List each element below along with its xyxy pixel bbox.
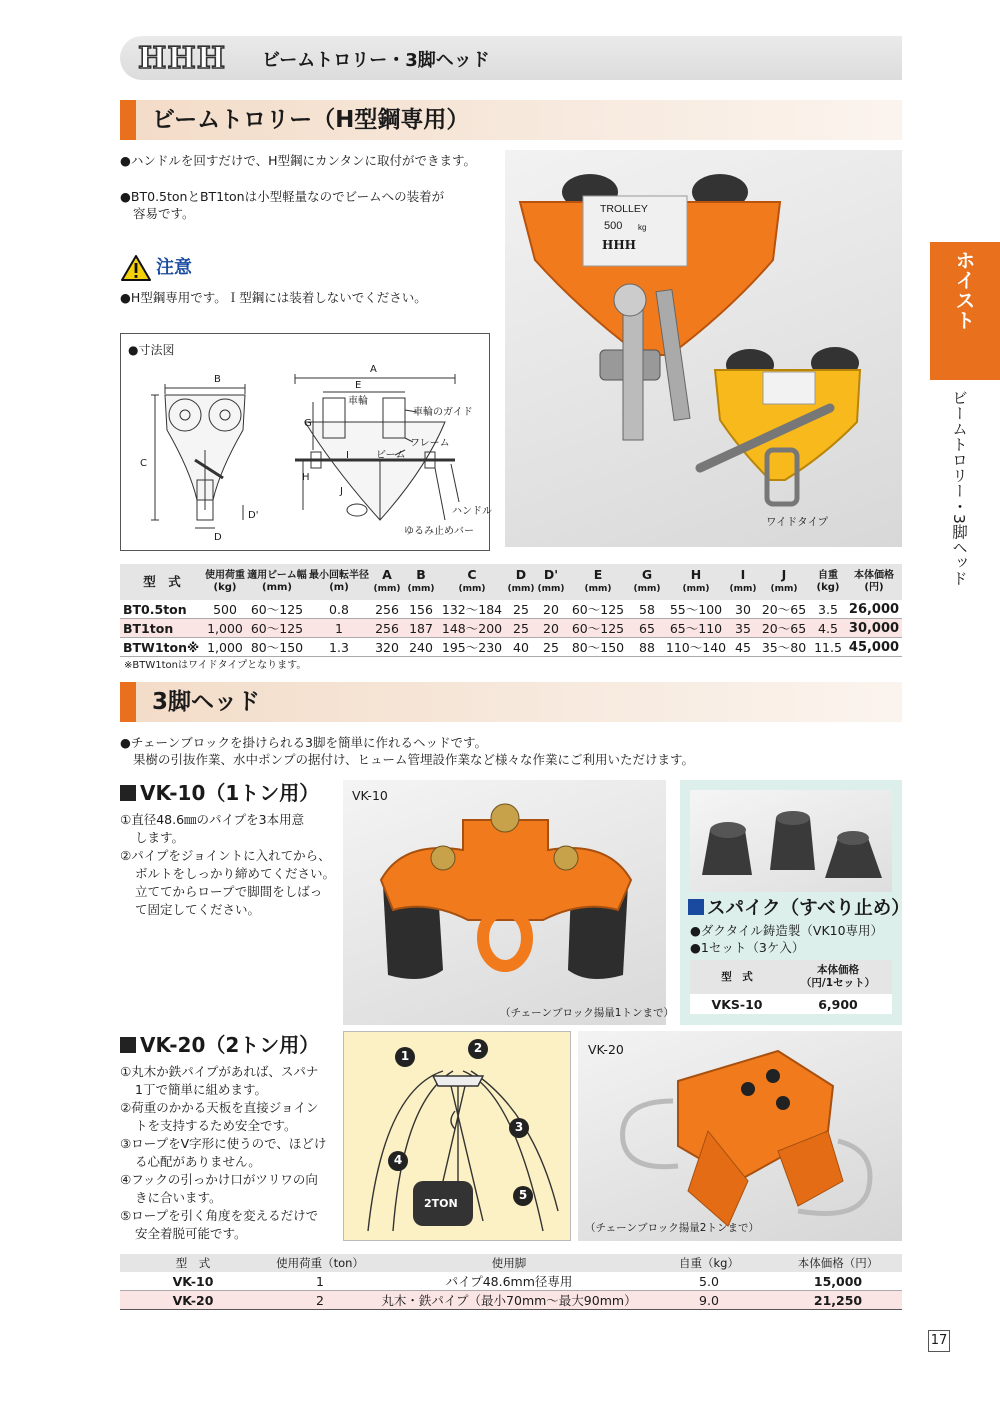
heading-accent-bar xyxy=(120,100,136,140)
section-heading-tripod-head xyxy=(120,682,902,722)
table-cell: 21,250 xyxy=(774,1291,902,1310)
table-cell: 26,000 xyxy=(846,600,902,619)
square-bullet-icon xyxy=(688,899,704,915)
table-cell: 500 xyxy=(204,600,246,619)
col-header: 型 式 xyxy=(690,960,784,994)
beam-trolley-spec-table xyxy=(120,564,902,657)
table-cell: VK-10 xyxy=(172,1273,214,1289)
table-cell: BTW1ton※ xyxy=(120,638,204,657)
dim-label-handle: ハンドル xyxy=(452,506,492,517)
table-cell: 1,000 xyxy=(204,638,246,657)
section-heading-beam-trolley xyxy=(120,100,902,140)
section-title: ビームトロリー（H型鋼専用） xyxy=(152,107,470,133)
table-cell: 1.3 xyxy=(308,638,370,657)
table-cell: 156 xyxy=(404,600,438,619)
table-cell: 187 xyxy=(404,619,438,638)
table-cell: 20〜65 xyxy=(758,619,810,638)
bullet-text: ●BT0.5tonとBT1tonは小型軽量なのでビームへの装着が xyxy=(120,189,445,204)
table-cell: BT1ton xyxy=(120,619,204,638)
table-cell: 9.0 xyxy=(644,1291,774,1310)
table-header-row xyxy=(120,1254,902,1272)
table-cell: 20〜65 xyxy=(758,600,810,619)
spike-item: ●1セット（3ケ入） xyxy=(690,940,805,955)
dim-label-d-prime: D' xyxy=(248,510,259,521)
col-header: 使用脚 xyxy=(374,1254,644,1272)
col-header: 本体価格（円） xyxy=(774,1254,902,1272)
wide-type-caption: ワイドタイプ xyxy=(766,516,829,528)
dim-label-e: E xyxy=(355,380,362,391)
vk10-photo-label: VK-10 xyxy=(352,788,388,803)
dim-label-b: B xyxy=(214,374,221,385)
table-cell: 1 xyxy=(316,1273,324,1289)
table-cell: 320 xyxy=(370,638,404,657)
table-cell: 20 xyxy=(536,600,566,619)
warning-triangle-icon xyxy=(120,254,152,282)
table-row xyxy=(690,994,892,1014)
dim-label-g: G xyxy=(304,418,312,429)
table-row xyxy=(120,638,902,657)
vk20-item: ④フックの引っかけ口がツリワの向 xyxy=(120,1172,318,1187)
table-cell: 60〜125 xyxy=(246,600,308,619)
dimension-drawing xyxy=(125,360,485,545)
vk20-product-illustration xyxy=(578,1031,902,1241)
vk20-item: る心配がありません。 xyxy=(135,1154,261,1169)
table-cell: 58 xyxy=(630,600,664,619)
col-header: B (mm) xyxy=(404,564,438,600)
intro-text: 果樹の引抜作業、水中ポンプの据付け、ヒューム管埋設作業など様々な作業にご利用いただけます。 xyxy=(133,752,695,767)
callout-number-5: 5 xyxy=(518,1188,528,1202)
spike-illustration xyxy=(690,790,892,892)
col-header: G (mm) xyxy=(630,564,664,600)
col-header: 本体価格 (円) xyxy=(846,564,902,600)
bullet-text: ●ハンドルを回すだけで、H型鋼にカンタンに取付ができます。 xyxy=(120,153,477,168)
vk20-title: VK-20（2トン用） xyxy=(120,1033,319,1057)
vk20-item: 安全着脱可能です。 xyxy=(135,1226,247,1241)
table-cell: 1 xyxy=(308,619,370,638)
vk20-item: 1丁で簡単に組めます。 xyxy=(135,1082,267,1097)
callout-number-2: 2 xyxy=(473,1041,483,1055)
col-header: D' (mm) xyxy=(536,564,566,600)
vk20-item: きに合います。 xyxy=(135,1190,222,1205)
col-header: 自重（kg） xyxy=(644,1254,774,1272)
table-cell: 丸木・鉄パイプ（最小70mm〜最大90mm） xyxy=(374,1291,644,1310)
vk10-item: ボルトをしっかり締めてください。 xyxy=(135,866,336,881)
brand-logo: HHH xyxy=(138,41,227,76)
table-cell: 25 xyxy=(506,600,536,619)
table-cell: 148〜200 xyxy=(438,619,506,638)
col-header: 自重 (kg) xyxy=(810,564,846,600)
col-header: 使用荷重 (kg) xyxy=(204,564,246,600)
hoist-label: 2TON xyxy=(424,1197,458,1210)
spike-item: ●ダクタイル鋳造製（VK10専用） xyxy=(690,923,884,938)
dim-label-wheel: 車輪 xyxy=(348,396,368,407)
header-band xyxy=(120,36,902,80)
vk20-item: ⑤ロープを引く角度を変えるだけで xyxy=(120,1208,319,1223)
table-row xyxy=(120,619,902,638)
table-note: ※BTW1tonはワイドタイプとなります。 xyxy=(124,660,307,671)
col-header: H (mm) xyxy=(664,564,728,600)
col-header: E (mm) xyxy=(566,564,630,600)
vk10-photo-caption: （チェーンブロック揚量1トンまで） xyxy=(500,1007,674,1019)
dim-label-c: C xyxy=(140,458,147,469)
table-cell: 60〜125 xyxy=(566,619,630,638)
intro-text: ●チェーンブロックを掛けられる3脚を簡単に作れるヘッドです。 xyxy=(120,735,487,750)
table-cell: 65〜110 xyxy=(664,619,728,638)
table-cell: 35〜80 xyxy=(758,638,810,657)
plate-capacity: 500 xyxy=(604,220,623,232)
vk20-photo-caption: （チェーンブロック揚量2トンまで） xyxy=(585,1222,759,1234)
table-cell: 2 xyxy=(266,1291,374,1310)
plate-title: TROLLEY xyxy=(600,203,648,215)
table-cell: 60〜125 xyxy=(566,600,630,619)
table-cell: 195〜230 xyxy=(438,638,506,657)
table-cell: 11.5 xyxy=(810,638,846,657)
col-header: I (mm) xyxy=(728,564,758,600)
dim-label-h: H xyxy=(302,472,310,483)
table-cell: 0.8 xyxy=(308,600,370,619)
table-cell: 25 xyxy=(536,638,566,657)
col-header: J (mm) xyxy=(758,564,810,600)
table-cell: 40 xyxy=(506,638,536,657)
table-cell: 110〜140 xyxy=(664,638,728,657)
table-cell: 45,000 xyxy=(846,638,902,657)
square-bullet-icon xyxy=(120,785,136,801)
table-row xyxy=(120,1291,902,1310)
plate-unit: kg xyxy=(638,223,647,232)
dim-label-beam: ビーム xyxy=(376,450,406,461)
table-cell: 30,000 xyxy=(846,619,902,638)
table-cell: 4.5 xyxy=(810,619,846,638)
square-bullet-icon xyxy=(120,1037,136,1053)
plate-brand: HHH xyxy=(602,238,637,252)
col-header: D (mm) xyxy=(506,564,536,600)
vk10-item: ②パイプをジョイントに入れてから、 xyxy=(120,848,331,863)
table-header-row xyxy=(690,960,892,994)
dim-label-frame: フレーム xyxy=(410,438,450,449)
table-cell: 256 xyxy=(370,600,404,619)
side-tab-label: ホイスト xyxy=(952,250,976,330)
vk10-item: ①直径48.6㎜のパイプを3本用意 xyxy=(120,812,305,827)
vk20-item: ③ロープをV字形に使うので、ほどけ xyxy=(120,1136,327,1151)
header-title: ビームトロリー・3脚ヘッド xyxy=(262,50,490,71)
table-cell: 25 xyxy=(506,619,536,638)
table-cell: 65 xyxy=(630,619,664,638)
vk20-photo-label: VK-20 xyxy=(588,1042,624,1057)
tripod-head-spec-table xyxy=(120,1254,902,1310)
table-header-row xyxy=(120,564,902,600)
table-cell: 45 xyxy=(728,638,758,657)
table-cell: 80〜150 xyxy=(246,638,308,657)
vk20-item: ②荷重のかかる天板を直接ジョイン xyxy=(120,1100,319,1115)
table-cell: 256 xyxy=(370,619,404,638)
dim-label-lock-bar: ゆるみ止めバー xyxy=(404,526,474,537)
table-cell: VKS-10 xyxy=(711,996,763,1012)
dim-label-wheel-guide: 車輪のガイド xyxy=(413,407,473,418)
table-cell: 88 xyxy=(630,638,664,657)
side-tab-subtitle: ビームトロリー・3脚ヘッド xyxy=(950,390,968,586)
vk10-title: VK-10（1トン用） xyxy=(120,781,319,805)
col-header: 使用荷重（ton） xyxy=(266,1254,374,1272)
vk10-illustration xyxy=(343,780,666,1025)
table-cell: 55〜100 xyxy=(664,600,728,619)
callout-number-4: 4 xyxy=(393,1153,403,1167)
table-cell: 1,000 xyxy=(204,619,246,638)
table-cell: 20 xyxy=(536,619,566,638)
table-cell: 60〜125 xyxy=(246,619,308,638)
table-row xyxy=(120,1272,902,1291)
heading-accent-bar xyxy=(120,682,136,722)
vk10-item: します。 xyxy=(135,830,185,845)
table-cell: 15,000 xyxy=(813,1273,863,1289)
caution-title: 注意 xyxy=(156,257,192,278)
col-header: C (mm) xyxy=(438,564,506,600)
col-header: A (mm) xyxy=(370,564,404,600)
table-cell: 240 xyxy=(404,638,438,657)
table-cell: 3.5 xyxy=(810,600,846,619)
col-header: 型 式 xyxy=(120,1254,266,1272)
beam-trolley-illustration xyxy=(505,150,902,547)
col-header: 最小回転半径 (m) xyxy=(308,564,370,600)
table-cell: 30 xyxy=(728,600,758,619)
vk10-item: て固定してください。 xyxy=(135,902,261,917)
spike-price-table xyxy=(690,960,892,1014)
col-header: 型 式 xyxy=(120,564,204,600)
table-cell: 5.0 xyxy=(699,1273,719,1289)
vk20-item: トを支持するため安全です。 xyxy=(135,1118,297,1133)
table-cell: パイプ48.6mm径専用 xyxy=(445,1274,573,1289)
vk10-item: 立ててからロープで脚間をしばっ xyxy=(135,884,323,899)
spike-title: スパイク（すべり止め） xyxy=(688,898,910,920)
vk20-item: ①丸木か鉄パイプがあれば、スパナ xyxy=(120,1064,319,1079)
bullet-text: 容易です。 xyxy=(133,206,195,221)
table-cell: 35 xyxy=(728,619,758,638)
table-cell: 80〜150 xyxy=(566,638,630,657)
table-cell: BT0.5ton xyxy=(120,600,204,619)
dimension-diagram-title: ●寸法図 xyxy=(128,343,175,357)
dim-label-d: D xyxy=(214,532,222,543)
table-cell: 6,900 xyxy=(818,996,858,1012)
section-title: 3脚ヘッド xyxy=(152,689,261,715)
dim-label-i: I xyxy=(346,450,349,461)
callout-number-3: 3 xyxy=(514,1120,524,1134)
table-cell: VK-20 xyxy=(120,1291,266,1310)
caution-text: ●H型鋼専用です。Ｉ型鋼には装着しないでください。 xyxy=(120,290,427,305)
dim-label-j: J xyxy=(340,486,343,497)
col-header: 適用ビーム幅 (mm) xyxy=(246,564,308,600)
table-cell: 132〜184 xyxy=(438,600,506,619)
table-row xyxy=(120,600,902,619)
dim-label-a: A xyxy=(370,364,377,375)
col-header: 本体価格 （円/1セット） xyxy=(784,960,892,994)
callout-number-1: 1 xyxy=(400,1049,410,1063)
page-number: 17 xyxy=(928,1330,950,1352)
